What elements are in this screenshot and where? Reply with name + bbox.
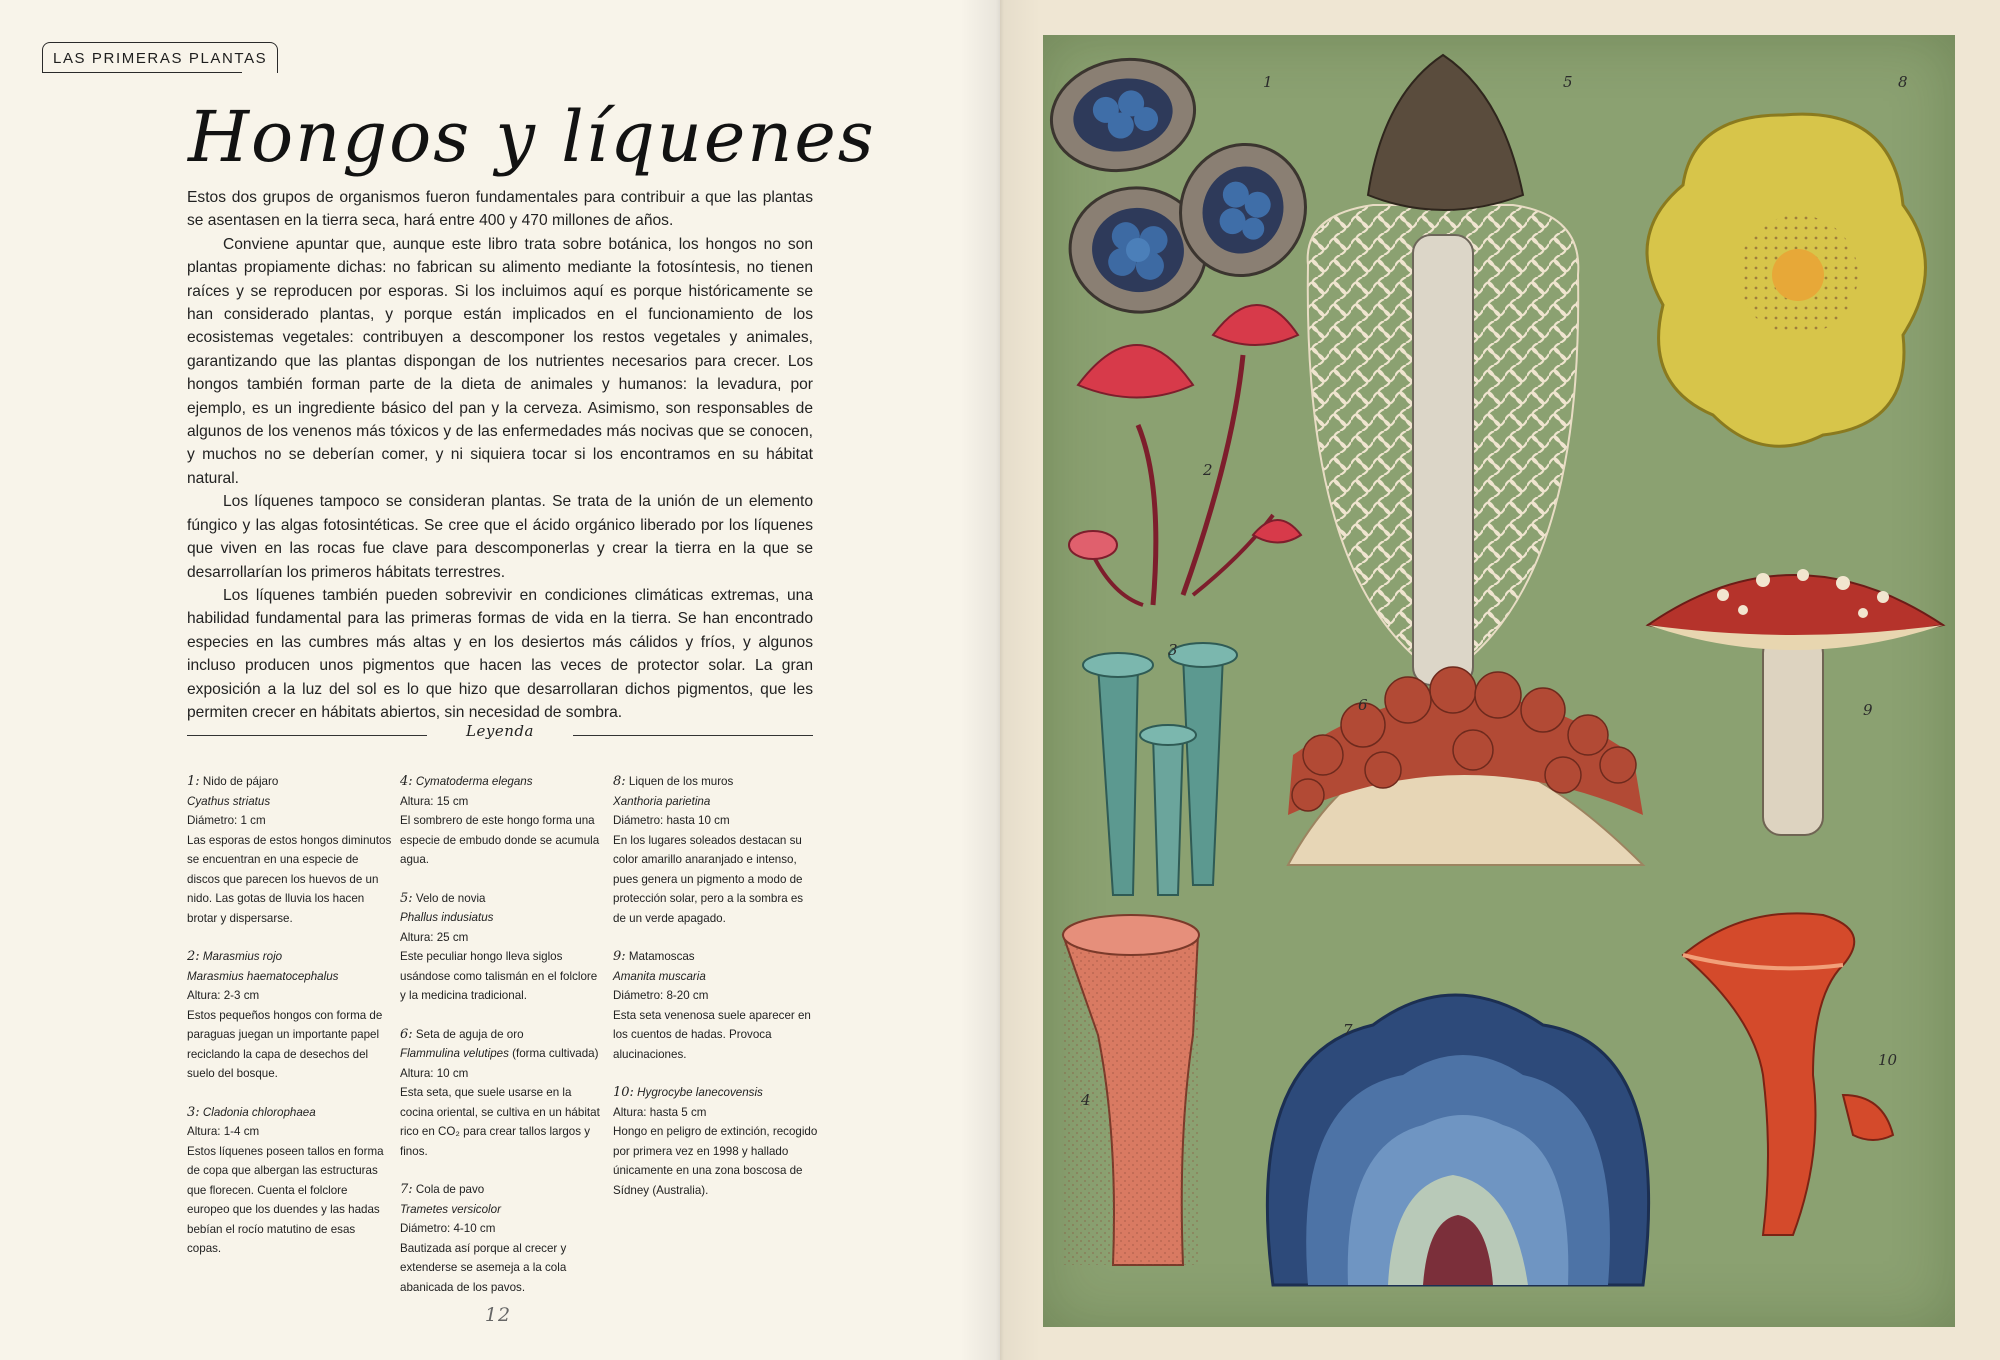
legend-entry-7 [400, 1180, 605, 1297]
legend-column-1 [187, 772, 392, 1278]
entry-latin: Xanthoria parietina [613, 794, 711, 808]
entry-number: 4: [400, 774, 413, 789]
entry-latin: Phallus indusiatus [400, 911, 494, 924]
xanthoria-illustration [1647, 73, 1926, 446]
fungi-illustration [1043, 35, 1955, 1327]
entry-description: Estos líquenes poseen tallos en forma de copa que albergan las estructuras que florecen. Cuenta el folclore europeo que los duendes y las hadas bebían el rocío matutino de esas copas. [187, 1144, 384, 1255]
intro-paragraph: Estos dos grupos de organismos fueron fundamentales para contribuir a que las plantas se asentasen en la tierra seca, hará entre 400 y 470 millones de años. [187, 189, 813, 230]
entry-number: 7: [400, 1182, 413, 1197]
intro-text [187, 186, 813, 724]
entry-latin: Flammulina velutipes [400, 1047, 509, 1060]
entry-heading [400, 1180, 605, 1200]
entry-name: Liquen de los muros [628, 775, 734, 788]
plate-label-4: 4 [1081, 1091, 1091, 1109]
entry-name: Marasmius rojo [202, 950, 283, 963]
entry-description: Hongo en peligro de extinción, recogido por primera vez en 1998 y hallado únicamente en una zona boscosa de Sídney (Australia). [613, 1125, 818, 1197]
entry-latin: Marasmius haematocephalus [187, 969, 339, 983]
entry-measure: Diámetro: 8-20 cm [613, 989, 709, 1002]
entry-name: Hygrocybe lanecovensis [637, 1086, 763, 1099]
plate-label-1: 1 [1263, 73, 1273, 91]
plate-label-6: 6 [1358, 696, 1368, 714]
entry-measure: Altura: 1-4 cm [187, 1125, 260, 1138]
entry-number: 8: [613, 774, 626, 789]
legend-rule-right [573, 735, 813, 736]
legend-entry-10 [613, 1083, 818, 1200]
intro-paragraph: Conviene apuntar que, aunque este libro trata sobre botánica, los hongos no son plantas propiamente dichas: no fabrican su alimento mediante la fotosíntesis, no tienen raíces y se reproducen por esporas. Si los incluimos aquí es porque históricamente se han considerado plantas, y porque están implicados en el funcionamiento de los ecosistemas vegetales: contribuyen a descomponer los restos vegetales y animales, garantizando que las plantas dispongan de los nutrientes necesarios para crecer. Los hongos también forman parte de la dieta de animales y humanos: la levadura, por ejemplo, es un ingrediente básico del pan y la cerveza. Asimismo, son responsables de algunos de los venenos más tóxicos y de las enfermedades más nocivas que se conocen, y muchos no se deberían comer, y ni siquiera tocar si los encontramos en su hábitat natural. [187, 235, 813, 487]
entry-measure: Altura: 15 cm [400, 794, 469, 808]
entry-measure: Altura: 25 cm [400, 930, 469, 944]
entry-description: Bautizada así porque al crecer y extenderse se asemeja a la cola abanicada de los pavos. [400, 1241, 567, 1294]
plate-label-5: 5 [1563, 73, 1573, 91]
entry-measure: Altura: hasta 5 cm [613, 1105, 707, 1119]
entry-description: Las esporas de estos hongos diminutos se encuentran en una especie de discos que parecen los huevos de un nido. Las gotas de lluvia los hacen brotar y dispersarse. [187, 833, 392, 925]
entry-heading [400, 772, 605, 792]
entry-description: En los lugares soleados destacan su color amarillo anaranjado e intenso, pues genera un pigmento a modo de protección solar, pero a la sombra es de un verde apagado. [613, 833, 804, 925]
entry-latin: Trametes versicolor [400, 1202, 501, 1216]
legend-title: Leyenda [466, 722, 534, 740]
intro-paragraph: Los líquenes también pueden sobrevivir en condiciones climáticas extremas, una habilidad fundamental para las primeras formas de vida en la tierra. Se han encontrado especies en las cumbres más altas y en los desiertos más cálidos y fríos, y algunos incluso producen unos pigmentos que hacen las veces de protector solar. La gran exposición a la luz del sol es lo que hizo que desarrollaran dichos pigmentos, que les permiten crecer en hábitats abiertos, sin necesidad de sombra. [187, 586, 813, 721]
entry-name: Matamoscas [628, 950, 695, 963]
page-number: 12 [484, 1304, 512, 1326]
plate-label-2: 2 [1203, 461, 1213, 479]
entry-number: 6: [400, 1026, 413, 1042]
entry-heading [187, 947, 392, 967]
legend-entry-1 [187, 772, 392, 928]
plate-label-9: 9 [1863, 701, 1873, 719]
plate-label-10: 10 [1878, 1051, 1898, 1069]
amanita-illustration [1648, 569, 1943, 835]
entry-heading [613, 772, 818, 792]
legend-column-2 [400, 772, 605, 1316]
flammulina-illustration [1288, 667, 1643, 865]
legend-entry-8 [613, 772, 818, 928]
phallus-illustration [1308, 55, 1579, 685]
entry-latin: Cyathus striatus [187, 794, 271, 808]
cymatoderma-illustration [1063, 915, 1199, 1265]
legend-entry-5 [400, 889, 605, 1006]
section-tab: LAS PRIMERAS PLANTAS [42, 42, 278, 73]
entry-description: El sombrero de este hongo forma una especie de embudo donde se acumula agua. [400, 814, 600, 866]
entry-heading [187, 1103, 392, 1123]
entry-heading [400, 1025, 605, 1045]
plate-label-3: 3 [1168, 641, 1178, 659]
cladonia-illustration [1083, 641, 1237, 895]
illustration-plate [1043, 35, 1955, 1327]
legend-rule-left [187, 735, 427, 736]
entry-number: 5: [400, 890, 413, 906]
entry-measure: Diámetro: 1 cm [187, 814, 266, 827]
entry-heading [400, 889, 605, 909]
entry-heading [613, 1083, 818, 1103]
entry-heading [613, 947, 818, 967]
intro-paragraph: Los líquenes tampoco se consideran plantas. Se trata de la unión de un elemento fúngico y las algas fotosintéticas. Se cree que el ácido orgánico liberado por los líquenes que viven en las rocas fue clave para descomponerlas y crear la tierra en la que se desarrollarían los primeros hábitats terrestres. [187, 493, 813, 581]
legend-entry-9 [613, 947, 818, 1064]
entry-name: Cladonia chlorophaea [202, 1105, 316, 1119]
hygrocybe-illustration [1683, 913, 1898, 1235]
entry-description: Esta seta, que suele usarse en la cocina oriental, se cultiva en un hábitat rico en CO₂ para crear tallos largos y finos. [400, 1086, 600, 1158]
entry-measure: Altura: 10 cm [400, 1066, 469, 1080]
entry-description: Este peculiar hongo lleva siglos usándose como talismán en el folclore y la medicina tradicional. [400, 950, 598, 1002]
legend-entry-3 [187, 1103, 392, 1259]
book-gutter [960, 0, 1040, 1360]
legend-column-3 [613, 772, 818, 1219]
entry-latin: Amanita muscaria [613, 969, 706, 983]
plate-label-7: 7 [1343, 1021, 1353, 1039]
entry-latin-suffix: (forma cultivada) [508, 1047, 599, 1060]
entry-number: 10: [613, 1085, 634, 1100]
cyathus-illustration [1043, 48, 1324, 321]
entry-number: 1: [187, 774, 200, 789]
entry-number: 3: [187, 1104, 200, 1120]
legend-entry-2 [187, 947, 392, 1084]
entry-measure: Diámetro: hasta 10 cm [613, 814, 730, 827]
entry-name: Seta de aguja de oro [415, 1027, 524, 1041]
entry-name: Nido de pájaro [202, 775, 279, 788]
legend-entry-4 [400, 772, 605, 870]
entry-heading [187, 772, 392, 792]
marasmius-illustration [1069, 305, 1301, 605]
entry-name: Cymatoderma elegans [415, 775, 533, 788]
entry-number: 9: [613, 949, 626, 964]
trametes-illustration [1267, 995, 1648, 1285]
entry-name: Cola de pavo [415, 1183, 485, 1196]
entry-measure: Diámetro: 4-10 cm [400, 1222, 496, 1235]
plate-label-8: 8 [1898, 73, 1908, 91]
entry-description: Estos pequeños hongos con forma de paraguas juegan un importante papel reciclando la capa de desechos del suelo del bosque. [187, 1008, 383, 1080]
entry-description: Esta seta venenosa suele aparecer en los cuentos de hadas. Provoca alucinaciones. [613, 1008, 811, 1061]
page-title: Hongos y líquenes [188, 96, 876, 178]
section-rule [42, 72, 242, 73]
entry-latin-line [400, 1044, 605, 1064]
legend-entry-6 [400, 1025, 605, 1162]
entry-measure: Altura: 2-3 cm [187, 989, 260, 1002]
right-page [1000, 0, 2000, 1360]
entry-name: Velo de novia [415, 891, 486, 905]
entry-number: 2: [187, 949, 200, 964]
